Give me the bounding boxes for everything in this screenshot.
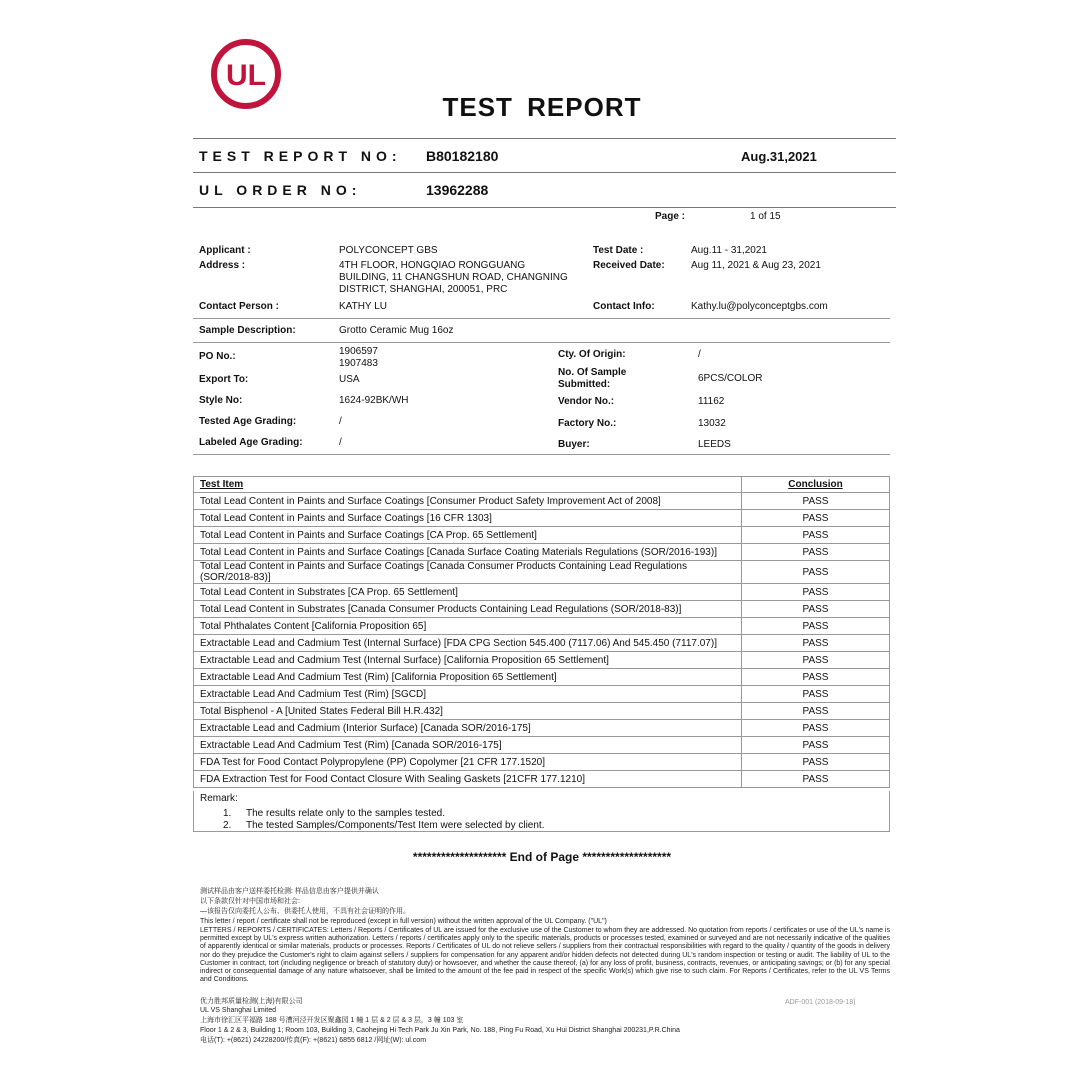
received-date-label: Received Date: [593,260,665,271]
factory-no-label: Factory No.: [558,418,617,429]
fine-print-en: This letter / report / certificate shall not be reproduced (except in full version) without the written approval of the UL Company. ("UL") [200,918,607,925]
order-no-value: 13962288 [426,182,489,198]
samples-value: 6PCS/COLOR [698,373,763,384]
test-item-cell: Total Lead Content in Paints and Surface Coatings [Canada Consumer Products Containing Lead Regulations (SOR/2018-83)] [194,561,742,584]
end-of-page: ******************** End of Page ******************* [412,850,672,864]
contact-person-value: KATHY LU [339,301,387,312]
sample-description-value: Grotto Ceramic Mug 16oz [339,325,454,336]
test-item-cell: Extractable Lead and Cadmium (Interior Surface) [Canada SOR/2016-175] [194,720,742,737]
table-row [194,686,890,703]
table-row [194,561,890,584]
table-row [194,527,890,544]
conclusion-cell: PASS [742,584,890,601]
conclusion-cell: PASS [742,601,890,618]
export-to-value: USA [339,374,360,385]
test-item-cell: Total Lead Content in Paints and Surface Coatings [CA Prop. 65 Settlement] [194,527,742,544]
company-phone: 电话(T): +(8621) 24228200/传真(F): +(8621) 6855 6812 /网址(W): ul.com [200,1037,427,1044]
applicant-value: POLYCONCEPT GBS [339,245,438,256]
remark-box [193,791,890,832]
tested-age-value: / [339,416,342,427]
page-title: TEST REPORT [442,92,642,122]
conclusion-cell: PASS [742,686,890,703]
test-item-cell: Extractable Lead and Cadmium Test (Internal Surface) [FDA CPG Section 545.400 (7117.06) And 545.450 (7117.07)] [194,635,742,652]
table-row [194,652,890,669]
company-address-en: Floor 1 & 2 & 3, Building 1; Room 103, Building 3, Caohejing Hi Tech Park Ju Xin Park, No. 188, Ping Fu Road, Xu Hui District Shanghai 200231,P.R.China [200,1027,680,1034]
export-to-label: Export To: [199,374,249,385]
table-row [194,703,890,720]
remark-num: 2. [223,820,232,831]
company-address-cn: 上海市徐汇区平福路 188 号漕河泾开发区聚鑫园 1 幢 1 层 & 2 层 & 3 层，3 幢 103 室 [200,1017,464,1024]
origin-label: Cty. Of Origin: [558,349,626,360]
table-row [194,669,890,686]
divider [193,318,890,319]
company-name-en: UL VS Shanghai Limited [200,1007,277,1014]
page-label: Page : [655,211,686,222]
table-row [194,493,890,510]
table-row [194,720,890,737]
divider [193,138,896,139]
table-row [194,584,890,601]
divider [193,454,890,455]
header-conclusion: Conclusion [742,477,890,493]
conclusion-cell: PASS [742,771,890,788]
table-row [194,771,890,788]
report-no-label: TEST REPORT NO: [199,148,402,164]
test-item-cell: FDA Test for Food Contact Polypropylene (PP) Copolymer [21 CFR 177.1520] [194,754,742,771]
report-date: Aug.31,2021 [741,149,817,164]
test-item-cell: Total Lead Content in Paints and Surface Coatings [Canada Surface Coating Materials Regulations (SOR/2016-193)] [194,544,742,561]
test-date-label: Test Date : [593,245,644,256]
received-date-value: Aug 11, 2021 & Aug 23, 2021 [691,260,821,271]
fine-print-terms: LETTERS / REPORTS / CERTIFICATES: Letters / Reports / Certificates of UL are issued for the exclusive use of the Customer to whom they are addressed. No quotation from reports / certificates or use of the UL's name is permitted except by UL's express written authorization. Letters / reports / certificates apply only to the specific materials, products or processes tested, examined or surveyed and are not necessarily indicative of the qualities of apparently identical or similar materials, products or processes. Reports / Certificates of UL do not relieve sellers / suppliers from their contractual responsibilities with regard to the quality / quantity of the goods in delivery nor do they prejudice the Customer's right to claim against sellers / suppliers for compensation for any apparent and/or hidden defects not detected during UL's random inspection or testing or audit. The liability of UL to the Customer in contract, tort (including negligence or breach of statutory duty) or howsoever, and whether the cause thereof, (a) for any loss of profit, business, contracts, revenues, or anticipating savings; or (b) for any special indirect or consequential damage of any nature whatsoever, shall be limited to the amount of the fee paid in respect of the specific Work(s) which give rise to such claim. For Reports / Certificates, refer to the UL VS Terms and Conditions. [200,927,890,984]
address-line: BUILDING, 11 CHANGSHUN ROAD, CHANGNING [339,272,568,283]
table-row [194,737,890,754]
conclusion-cell: PASS [742,652,890,669]
buyer-value: LEEDS [698,439,731,450]
table-row [194,544,890,561]
conclusion-cell: PASS [742,527,890,544]
form-code: ADF-001 (2018-09-18) [785,999,856,1006]
table-row [194,754,890,771]
contact-info-value: Kathy.lu@polyconceptgbs.com [691,301,828,312]
origin-value: / [698,349,701,360]
table-row [194,510,890,527]
samples-label: Submitted: [558,379,611,390]
conclusion-cell: PASS [742,754,890,771]
report-no-value: B80182180 [426,148,499,164]
buyer-label: Buyer: [558,439,590,450]
test-item-cell: Total Phthalates Content [California Proposition 65] [194,618,742,635]
test-item-cell: Total Lead Content in Paints and Surface Coatings [16 CFR 1303] [194,510,742,527]
test-item-cell: Total Lead Content in Paints and Surface Coatings [Consumer Product Safety Improvement Act of 2008] [194,493,742,510]
test-results-table [193,476,890,788]
test-item-cell: FDA Extraction Test for Food Contact Closure With Sealing Gaskets [21CFR 177.1210] [194,771,742,788]
po-no-line: 1906597 [339,346,378,357]
vendor-no-value: 11162 [698,396,725,407]
applicant-label: Applicant : [199,245,251,256]
test-item-cell: Total Lead Content in Substrates [Canada Consumer Products Containing Lead Regulations (SOR/2018-83)] [194,601,742,618]
po-no-line: 1907483 [339,358,378,369]
conclusion-cell: PASS [742,703,890,720]
address-line: DISTRICT, SHANGHAI, 200051, PRC [339,284,508,295]
ul-logo-text: UL [226,59,266,92]
conclusion-cell: PASS [742,737,890,754]
conclusion-cell: PASS [742,544,890,561]
test-item-cell: Extractable Lead And Cadmium Test (Rim) [California Proposition 65 Settlement] [194,669,742,686]
table-row [194,618,890,635]
factory-no-value: 13032 [698,418,726,429]
contact-info-label: Contact Info: [593,301,655,312]
order-no-label: UL ORDER NO: [199,182,362,198]
labeled-age-label: Labeled Age Grading: [199,437,303,448]
po-no-label: PO No.: [199,351,236,362]
remark-num: 1. [223,808,232,819]
conclusion-cell: PASS [742,635,890,652]
test-item-cell: Extractable Lead and Cadmium Test (Internal Surface) [California Proposition 65 Settlement] [194,652,742,669]
table-row [194,635,890,652]
labeled-age-value: / [339,437,342,448]
test-date-value: Aug.11 - 31,2021 [691,245,767,256]
address-label: Address : [199,260,246,271]
contact-person-label: Contact Person : [199,301,280,312]
test-item-cell: Extractable Lead And Cadmium Test (Rim) [SGCD] [194,686,742,703]
divider [193,172,896,173]
page-value: 1 of 15 [750,211,781,222]
company-name-cn: 优力胜邦质量检测(上海)有限公司 [200,998,303,1005]
vendor-no-label: Vendor No.: [558,396,615,407]
conclusion-cell: PASS [742,493,890,510]
remark-text: The results relate only to the samples tested. [246,808,445,819]
conclusion-cell: PASS [742,561,890,584]
divider [193,207,896,208]
fine-print-cn: —该报告仅向委托人公布、供委托人使用，不具有社会证明的作用。 [200,908,410,915]
test-item-cell: Total Lead Content in Substrates [CA Prop. 65 Settlement] [194,584,742,601]
conclusion-cell: PASS [742,618,890,635]
sample-description-label: Sample Description: [199,325,296,336]
style-no-label: Style No: [199,395,243,406]
conclusion-cell: PASS [742,720,890,737]
style-no-value: 1624-92BK/WH [339,395,409,406]
test-item-cell: Extractable Lead And Cadmium Test (Rim) [Canada SOR/2016-175] [194,737,742,754]
address-line: 4TH FLOOR, HONGQIAO RONGGUANG [339,260,526,271]
tested-age-label: Tested Age Grading: [199,416,297,427]
remark-text: The tested Samples/Components/Test Item were selected by client. [246,820,545,831]
fine-print-cn: 以下条款仅针对中国市场和社会: [200,898,300,905]
fine-print-cn: 测试样品由客户送样委托检测: 样品信息由客户提供并确认 [200,888,379,895]
test-item-cell: Total Bisphenol - A [United States Federal Bill H.R.432] [194,703,742,720]
remark-label: Remark: [200,793,238,804]
header-test-item: Test Item [194,477,742,493]
table-row [194,601,890,618]
table-header-row [194,477,890,493]
conclusion-cell: PASS [742,669,890,686]
conclusion-cell: PASS [742,510,890,527]
divider [193,342,890,343]
samples-label: No. Of Sample [558,367,627,378]
